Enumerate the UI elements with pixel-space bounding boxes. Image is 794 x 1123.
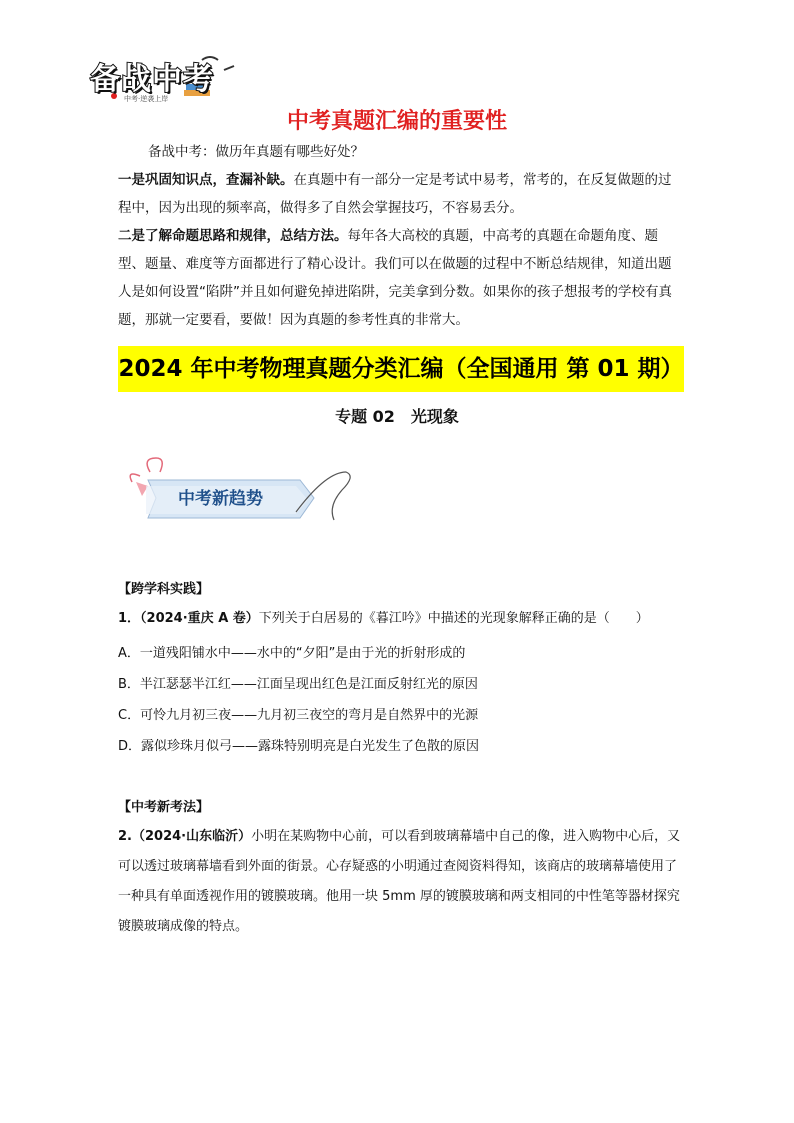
section-tag-2: 【中考新考法】 (118, 800, 210, 815)
question-2 (118, 822, 683, 942)
question-2-number: 2. (118, 829, 132, 844)
logo-subtext: 中考·逆袭上岸 (124, 95, 169, 103)
document-banner-title: 2024 年中考物理真题分类汇编（全国通用 第 01 期） (118, 346, 684, 392)
option-c: C．可怜九月初三夜——九月初三夜空的弯月是自然界中的光源 (118, 708, 479, 723)
paragraph-1-lead: 一是巩固知识点，查漏补缺。 (118, 172, 294, 188)
paragraph-1-body: 在真题中有一部分一定是考试中易考，常考的，在反复做题的过程中，因为出现的频率高，做得多了自然会掌握技巧，不容易丢分。 (118, 172, 672, 216)
option-d: D．露似珍珠月似弓——露珠特别明亮是白光发生了色散的原因 (118, 739, 480, 754)
paragraph-2-body: 每年各大高校的真题，中高考的真题在命题角度、题型、题量、难度等方面都进行了精心设计。我们可以在做题的过程中不断总结规律，知道出题人是如何设置“陷阱”并且如何避免掉进陷阱，完美拿到分数。如果你的孩子想报考的学校有真题，那就一定要看，要做！因为真题的参考性真的非常大。 (118, 228, 672, 328)
trend-label: 中考新趋势 (178, 489, 263, 509)
paragraph-2 (118, 222, 678, 334)
trend-badge (120, 452, 380, 532)
topic-heading: 专题 02 光现象 (335, 407, 459, 426)
paragraph-2-lead: 二是了解命题思路和规律，总结方法。 (118, 228, 348, 244)
brand-logo (84, 50, 244, 110)
section-tag-1: 【跨学科实践】 (118, 582, 210, 597)
question-1-text: 下列关于白居易的《暮江吟》中描述的光现象解释正确的是（ ） (258, 611, 649, 626)
option-a: A．一道残阳铺水中——水中的“夕阳”是由于光的折射形成的 (118, 646, 466, 661)
logo-text: 备战中考 (90, 62, 214, 97)
question-1-number: 1． (118, 611, 141, 626)
intro-text: 备战中考：做历年真题有哪些好处？ (148, 144, 364, 160)
question-1-source: （2024·重庆 A 卷） (140, 611, 259, 626)
option-b: B．半江瑟瑟半江红——江面呈现出红色是江面反射红光的原因 (118, 677, 478, 692)
paragraph-1 (118, 166, 678, 222)
question-2-source: （2024·山东临沂） (131, 829, 252, 844)
question-1 (118, 604, 683, 634)
page-title: 中考真题汇编的重要性 (286, 109, 507, 134)
question-2-text: 小明在某购物中心前，可以看到玻璃幕墙中自己的像，进入购物中心后，又可以透过玻璃幕墙看到外面的街景。心存疑惑的小明通过查阅资料得知，该商店的玻璃幕墙使用了一种具有单面透视作用的镀膜玻璃。他用一块 5mm 厚的镀膜玻璃和两支相同的中性笔等器材探究镀膜玻璃成像的特点。 (118, 829, 681, 934)
